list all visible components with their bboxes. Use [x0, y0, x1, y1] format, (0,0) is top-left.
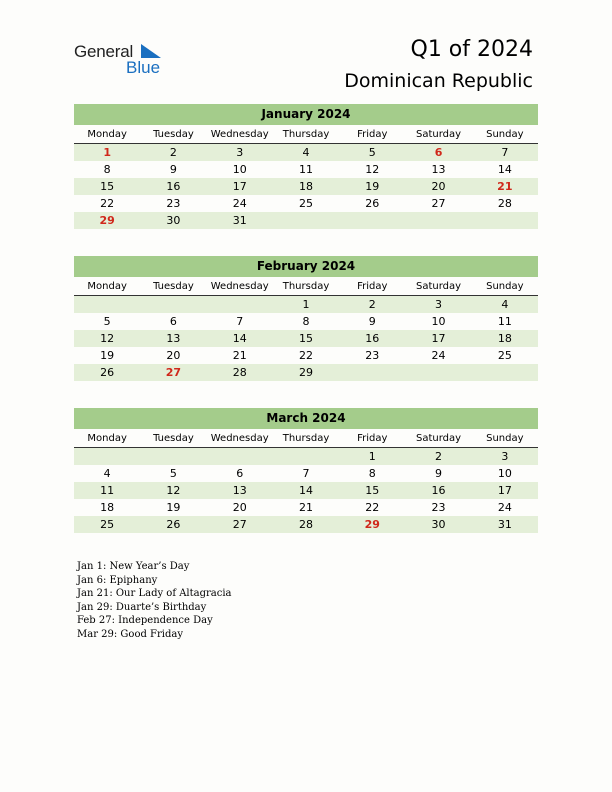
weekday-label: Sunday: [486, 433, 524, 444]
day-cell: 20: [431, 180, 446, 193]
day-cell: 8: [103, 163, 111, 176]
day-cell: 11: [497, 315, 512, 328]
day-cell: 22: [100, 197, 115, 210]
day-cell: 7: [236, 315, 244, 328]
day-cell: 25: [100, 518, 115, 531]
holiday-list-item: Jan 1: New Year’s Day: [77, 561, 190, 572]
generalblue-logo: [74, 42, 174, 78]
weekday-label: Wednesday: [210, 281, 269, 292]
day-cell: 12: [365, 163, 380, 176]
week-row: [74, 448, 538, 465]
weekday-label: Friday: [357, 129, 388, 140]
week-row: [74, 195, 538, 212]
day-cell: 22: [298, 349, 313, 362]
logo-general-text: General: [74, 42, 134, 61]
day-cell: [74, 296, 140, 313]
holiday-day-cell: 6: [434, 146, 443, 159]
day-cell: [339, 212, 405, 229]
day-cell: 17: [232, 180, 247, 193]
weekday-label: Wednesday: [210, 433, 269, 444]
holiday-list: [77, 560, 232, 641]
day-cell: 30: [431, 518, 446, 531]
day-cell: 5: [103, 315, 111, 328]
weekday-label: Friday: [357, 281, 388, 292]
week-row: [74, 347, 538, 364]
day-cell: 4: [103, 467, 111, 480]
day-cell: 7: [501, 146, 509, 159]
day-cell: 3: [501, 450, 509, 463]
day-cell: 3: [435, 298, 443, 311]
weekday-label: Tuesday: [153, 433, 194, 444]
month-title: March 2024: [74, 408, 538, 429]
day-cell: 1: [368, 450, 376, 463]
day-cell: 23: [431, 501, 446, 514]
day-cell: 30: [166, 214, 181, 227]
day-cell: 6: [236, 467, 244, 480]
day-cell: 15: [365, 484, 380, 497]
day-cell: 28: [232, 366, 247, 379]
month-calendar: [74, 104, 538, 229]
day-cell: 9: [169, 163, 177, 176]
week-row: [74, 364, 538, 381]
day-cell: 21: [298, 501, 313, 514]
weekday-label: Sunday: [486, 129, 524, 140]
day-cell: 26: [100, 366, 115, 379]
holiday-day-cell: 29: [99, 214, 115, 227]
week-row: [74, 516, 538, 533]
day-cell: 18: [298, 180, 313, 193]
country-name: Dominican Republic: [344, 70, 533, 92]
day-cell: 16: [431, 484, 446, 497]
weekday-header-row: [74, 429, 538, 448]
day-cell: 19: [365, 180, 380, 193]
weekday-header-row: [74, 277, 538, 296]
day-cell: 2: [435, 450, 443, 463]
day-cell: 11: [100, 484, 115, 497]
day-cell: [140, 296, 206, 313]
day-cell: 9: [368, 315, 376, 328]
weekday-label: Saturday: [416, 433, 462, 444]
day-cell: 10: [497, 467, 512, 480]
day-cell: 9: [435, 467, 443, 480]
day-cell: 19: [166, 501, 181, 514]
holiday-list-item: Jan 6: Epiphany: [77, 574, 158, 586]
weekday-label: Tuesday: [153, 281, 194, 292]
week-row: [74, 330, 538, 347]
holiday-day-cell: 29: [364, 518, 380, 531]
day-cell: 31: [232, 214, 247, 227]
day-cell: 14: [497, 163, 512, 176]
day-cell: 14: [232, 332, 247, 345]
day-cell: 10: [232, 163, 247, 176]
day-cell: 31: [497, 518, 512, 531]
weekday-label: Monday: [87, 433, 127, 444]
day-cell: 16: [166, 180, 181, 193]
day-cell: [405, 212, 471, 229]
week-row: [74, 499, 538, 516]
day-cell: 12: [166, 484, 181, 497]
weekday-header-row: [74, 125, 538, 144]
week-row: [74, 144, 538, 161]
day-cell: 27: [232, 518, 247, 531]
weekday-label: Wednesday: [210, 129, 269, 140]
day-cell: 18: [497, 332, 512, 345]
holiday-list-item: Feb 27: Independence Day: [77, 615, 213, 626]
day-cell: 10: [431, 315, 446, 328]
day-cell: 4: [302, 146, 310, 159]
weekday-label: Saturday: [416, 129, 462, 140]
holiday-list-item: Jan 29: Duarte’s Birthday: [77, 601, 207, 613]
day-cell: [207, 296, 273, 313]
day-cell: 29: [298, 366, 313, 379]
day-cell: 1: [302, 298, 310, 311]
holiday-day-cell: 21: [497, 180, 513, 193]
holiday-list-item: Mar 29: Good Friday: [77, 628, 183, 640]
weekday-label: Thursday: [282, 281, 330, 292]
month-title: February 2024: [74, 256, 538, 277]
day-cell: 20: [166, 349, 181, 362]
weekday-label: Thursday: [282, 433, 330, 444]
day-cell: [405, 364, 471, 381]
day-cell: 26: [365, 197, 380, 210]
weekday-label: Thursday: [282, 129, 330, 140]
day-cell: 15: [298, 332, 313, 345]
day-cell: 6: [169, 315, 177, 328]
day-cell: 27: [431, 197, 446, 210]
day-cell: [339, 364, 405, 381]
day-cell: 3: [236, 146, 244, 159]
day-cell: 2: [169, 146, 177, 159]
day-cell: [472, 364, 538, 381]
day-cell: 26: [166, 518, 181, 531]
day-cell: 28: [497, 197, 512, 210]
day-cell: 8: [368, 467, 376, 480]
weekday-label: Tuesday: [153, 129, 194, 140]
week-row: [74, 296, 538, 313]
weekday-label: Monday: [87, 129, 127, 140]
weekday-label: Saturday: [416, 281, 462, 292]
day-cell: 2: [368, 298, 376, 311]
day-cell: [74, 448, 140, 465]
day-cell: 24: [431, 349, 446, 362]
holiday-list-item: Jan 21: Our Lady of Altagracia: [77, 588, 232, 599]
day-cell: 25: [497, 349, 512, 362]
week-row: [74, 178, 538, 195]
week-row: [74, 212, 538, 229]
day-cell: 18: [100, 501, 115, 514]
day-cell: 23: [365, 349, 380, 362]
day-cell: 5: [169, 467, 177, 480]
day-cell: 28: [298, 518, 313, 531]
day-cell: 23: [166, 197, 181, 210]
logo-blue-text: Blue: [126, 58, 161, 77]
day-cell: 11: [298, 163, 313, 176]
day-cell: [140, 448, 206, 465]
day-cell: [472, 212, 538, 229]
holiday-day-cell: 27: [165, 366, 182, 379]
day-cell: 21: [232, 349, 247, 362]
day-cell: 13: [431, 163, 446, 176]
month-calendar: [74, 256, 538, 381]
week-row: [74, 313, 538, 330]
day-cell: 13: [166, 332, 181, 345]
holiday-day-cell: 1: [103, 146, 111, 159]
week-row: [74, 482, 538, 499]
day-cell: 5: [368, 146, 376, 159]
day-cell: 24: [232, 197, 247, 210]
day-cell: 14: [298, 484, 313, 497]
day-cell: 17: [497, 484, 512, 497]
weekday-label: Monday: [87, 281, 127, 292]
day-cell: [207, 448, 273, 465]
day-cell: 24: [497, 501, 512, 514]
day-cell: 25: [298, 197, 313, 210]
day-cell: [273, 212, 339, 229]
weekday-label: Sunday: [486, 281, 524, 292]
month-title: January 2024: [74, 104, 538, 125]
day-cell: 16: [365, 332, 380, 345]
day-cell: 12: [100, 332, 115, 345]
day-cell: 20: [232, 501, 247, 514]
page-title: Q1 of 2024: [410, 37, 533, 62]
day-cell: [273, 448, 339, 465]
week-row: [74, 161, 538, 178]
weekday-label: Friday: [357, 433, 388, 444]
day-cell: 17: [431, 332, 446, 345]
day-cell: 15: [100, 180, 115, 193]
logo-flag-icon: [141, 44, 161, 58]
day-cell: 22: [365, 501, 380, 514]
month-calendar: [74, 408, 538, 533]
day-cell: 4: [501, 298, 509, 311]
day-cell: 19: [100, 349, 115, 362]
day-cell: 8: [302, 315, 310, 328]
day-cell: 13: [232, 484, 247, 497]
day-cell: 7: [302, 467, 310, 480]
week-row: [74, 465, 538, 482]
